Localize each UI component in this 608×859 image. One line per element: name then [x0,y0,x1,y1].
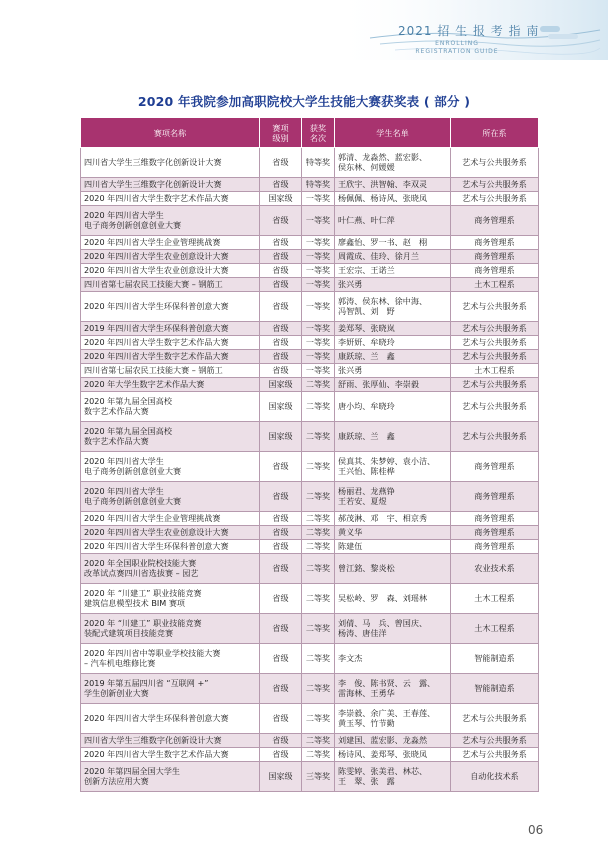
table-row [81,512,539,526]
table-row [81,364,539,378]
cell-competition-name: 2020 年四川省大学生 电子商务创新创意创业大赛 [81,482,260,512]
cell-rank: 二等奖 [302,704,335,734]
cell-students: 舒雨、张厚仙、李崇毅 [335,378,451,392]
table-row [81,554,539,584]
cell-competition-name: 2020 年全国职业院校技能大赛 改革试点赛四川省选拔赛 – 园艺 [81,554,260,584]
table-row [81,614,539,644]
col-header-students: 学生名单 [335,118,451,148]
cell-department: 艺术与公共服务系 [451,322,539,336]
table-row [81,644,539,674]
cell-rank: 二等奖 [302,554,335,584]
table-row [81,350,539,364]
cell-rank: 一等奖 [302,236,335,250]
cell-level: 国家级 [260,378,302,392]
cell-students: 陈雯婷、张美君、林芯、 王 翠、张 露 [335,762,451,792]
col-header-rank: 获奖 名次 [302,118,335,148]
cell-department: 土木工程系 [451,364,539,378]
cell-department: 智能制造系 [451,674,539,704]
header-title: 2021 招 生 报 考 指 南 [398,24,540,38]
cell-department: 商务管理系 [451,236,539,250]
table-row [81,748,539,762]
cell-department: 艺术与公共服务系 [451,292,539,322]
cell-competition-name: 2020 年四川省大学生 电子商务创新创意创业大赛 [81,452,260,482]
cell-competition-name: 2020 年四川省大学生 电子商务创新创意创业大赛 [81,206,260,236]
cell-students: 王宏宗、王诺兰 [335,264,451,278]
cell-students: 郭涛、侯东林、徐中海、 冯智凯、刘 野 [335,292,451,322]
cell-department: 艺术与公共服务系 [451,178,539,192]
header-subtitle [412,40,502,56]
cell-level: 国家级 [260,422,302,452]
cell-students: 刘倩、马 兵、曾国庆、 杨涛、唐佳洋 [335,614,451,644]
cell-students: 侯真其、朱梦婷、袁小洁、 王兴怡、陈桂桦 [335,452,451,482]
cell-competition-name: 2020 年 “川建工” 职业技能竞赛 建筑信息模型技术 BIM 赛项 [81,584,260,614]
cell-department: 商务管理系 [451,250,539,264]
cell-competition-name: 2020 年 “川建工” 职业技能竞赛 装配式建筑项目技能竞赛 [81,614,260,644]
cell-level: 省级 [260,540,302,554]
cell-department: 艺术与公共服务系 [451,392,539,422]
cell-competition-name: 2020 年四川省大学生数字艺术作品大赛 [81,336,260,350]
page-title: 2020 年我院参加高职院校大学生技能大赛获奖表 ( 部分 ) [137,94,471,109]
cell-level: 省级 [260,452,302,482]
cell-department: 智能制造系 [451,644,539,674]
cell-department: 商务管理系 [451,540,539,554]
cell-students: 李妍妍、牟晓玲 [335,336,451,350]
cell-department: 艺术与公共服务系 [451,422,539,452]
cell-level: 省级 [260,236,302,250]
table-row [81,452,539,482]
cell-rank: 二等奖 [302,392,335,422]
cell-students: 杨诗风、姜郑琴、张晓凤 [335,748,451,762]
cell-rank: 二等奖 [302,734,335,748]
cell-department: 艺术与公共服务系 [451,192,539,206]
cell-rank: 二等奖 [302,452,335,482]
table-row [81,148,539,178]
table-row [81,178,539,192]
table-row [81,336,539,350]
cell-level: 省级 [260,584,302,614]
cell-level: 省级 [260,364,302,378]
cell-rank: 二等奖 [302,748,335,762]
cell-rank: 二等奖 [302,378,335,392]
cell-level: 省级 [260,704,302,734]
cell-rank: 二等奖 [302,644,335,674]
cell-level: 省级 [260,322,302,336]
cell-students: 吴松岭、罗 森、刘瑶林 [335,584,451,614]
table-row [81,674,539,704]
cell-students: 姜郑琴、张晓岚 [335,322,451,336]
cell-rank: 二等奖 [302,512,335,526]
cell-students: 陈建伍 [335,540,451,554]
col-header-level: 赛项 级别 [260,118,302,148]
cell-level: 国家级 [260,192,302,206]
cell-level: 省级 [260,674,302,704]
table-row [81,526,539,540]
cell-rank: 二等奖 [302,482,335,512]
table-row [81,278,539,292]
col-header-department: 所在系 [451,118,539,148]
cell-level: 省级 [260,482,302,512]
cell-level: 省级 [260,264,302,278]
cell-students: 唐小均、牟晓玲 [335,392,451,422]
table-row [81,292,539,322]
cell-department: 土木工程系 [451,584,539,614]
cell-rank: 特等奖 [302,178,335,192]
table-row [81,236,539,250]
cell-students: 杨佩佩、杨诗风、张晓凤 [335,192,451,206]
table-row [81,422,539,452]
cell-department: 艺术与公共服务系 [451,148,539,178]
cell-competition-name: 2020 年第九届全国高校 数字艺术作品大赛 [81,392,260,422]
cell-students: 张兴勇 [335,278,451,292]
cell-rank: 二等奖 [302,674,335,704]
cell-department: 农业技术系 [451,554,539,584]
cell-students: 廖鑫怡、罗一书、赵 栩 [335,236,451,250]
cell-department: 艺术与公共服务系 [451,734,539,748]
cell-competition-name: 2020 年四川省大学生企业管理挑战赛 [81,236,260,250]
cell-competition-name: 2019 年四川省大学生环保科普创意大赛 [81,322,260,336]
cell-students: 康跃琼、兰 鑫 [335,422,451,452]
table-row [81,264,539,278]
cell-rank: 二等奖 [302,584,335,614]
cell-students: 周霞成、佳玲、徐月兰 [335,250,451,264]
cell-level: 省级 [260,512,302,526]
cell-competition-name: 2020 年四川省大学生环保科普创意大赛 [81,292,260,322]
cell-level: 省级 [260,614,302,644]
cell-students: 李文杰 [335,644,451,674]
cell-competition-name: 四川省大学生三维数字化创新设计大赛 [81,148,260,178]
cell-department: 自动化技术系 [451,762,539,792]
cell-students: 黄义华 [335,526,451,540]
table-row [81,392,539,422]
table-row [81,192,539,206]
cell-level: 省级 [260,178,302,192]
cell-rank: 一等奖 [302,206,335,236]
table-row [81,584,539,614]
cell-competition-name: 2020 年四川省大学生数字艺术作品大赛 [81,748,260,762]
cell-students: 曾江銘、黎炎松 [335,554,451,584]
cell-level: 省级 [260,148,302,178]
cell-level: 省级 [260,278,302,292]
cell-students: 刘建国、蓝宏影、龙淼然 [335,734,451,748]
cell-competition-name: 2020 年四川省大学生农业创意设计大赛 [81,526,260,540]
cell-competition-name: 2020 年四川省大学生环保科普创意大赛 [81,540,260,554]
cell-level: 省级 [260,748,302,762]
table-row [81,762,539,792]
table-row [81,206,539,236]
table-header-row [81,118,539,148]
cell-rank: 二等奖 [302,540,335,554]
cell-students: 郭清、龙淼然、蓝宏影、 侯东林、何媛媛 [335,148,451,178]
cell-rank: 一等奖 [302,292,335,322]
cell-competition-name: 四川省第七届农民工技能大赛 – 钢筋工 [81,364,260,378]
cell-rank: 一等奖 [302,350,335,364]
cell-competition-name: 2019 年第五届四川省 “互联网 +” 学生创新创业大赛 [81,674,260,704]
table-row [81,540,539,554]
cell-level: 国家级 [260,762,302,792]
cell-competition-name: 2020 年四川省大学生农业创意设计大赛 [81,264,260,278]
cell-rank: 特等奖 [302,148,335,178]
cell-competition-name: 2020 年第四届全国大学生 创新方法应用大赛 [81,762,260,792]
cell-students: 张兴勇 [335,364,451,378]
cell-level: 省级 [260,734,302,748]
cell-competition-name: 2020 年四川省大学生环保科普创意大赛 [81,704,260,734]
cell-level: 省级 [260,250,302,264]
cell-level: 国家级 [260,392,302,422]
table-row [81,250,539,264]
cell-department: 艺术与公共服务系 [451,378,539,392]
cell-level: 省级 [260,644,302,674]
table-body [81,148,539,792]
table-row [81,704,539,734]
cell-rank: 一等奖 [302,264,335,278]
cell-competition-name: 四川省大学生三维数字化创新设计大赛 [81,734,260,748]
cell-students: 郝茂淋、邓 宇、相京秀 [335,512,451,526]
cell-rank: 一等奖 [302,322,335,336]
cell-level: 省级 [260,336,302,350]
cell-rank: 二等奖 [302,422,335,452]
cell-department: 艺术与公共服务系 [451,350,539,364]
cell-level: 省级 [260,206,302,236]
cell-competition-name: 2020 年第九届全国高校 数字艺术作品大赛 [81,422,260,452]
cell-students: 李 俊、陈书贤、云 露、 雷海林、王勇华 [335,674,451,704]
cell-competition-name: 2020 年四川省中等职业学校技能大赛 – 汽车机电维修比赛 [81,644,260,674]
cell-rank: 二等奖 [302,614,335,644]
cell-rank: 一等奖 [302,250,335,264]
cell-department: 商务管理系 [451,512,539,526]
cell-competition-name: 2020 年大学生数字艺术作品大赛 [81,378,260,392]
cell-competition-name: 四川省大学生三维数字化创新设计大赛 [81,178,260,192]
cell-rank: 一等奖 [302,364,335,378]
cell-department: 商务管理系 [451,264,539,278]
table-row [81,322,539,336]
cell-students: 康跃琼、兰 鑫 [335,350,451,364]
cell-department: 土木工程系 [451,278,539,292]
cell-level: 省级 [260,526,302,540]
cell-rank: 一等奖 [302,278,335,292]
cell-department: 商务管理系 [451,482,539,512]
cell-department: 艺术与公共服务系 [451,336,539,350]
cell-students: 李崇毅、余广美、王春莲、 黄玉琴、竹节勤 [335,704,451,734]
cell-competition-name: 2020 年四川省大学生企业管理挑战赛 [81,512,260,526]
awards-table [80,117,539,792]
cell-department: 商务管理系 [451,452,539,482]
cell-competition-name: 2020 年四川省大学生数字艺术作品大赛 [81,350,260,364]
cell-rank: 三等奖 [302,762,335,792]
table-row [81,734,539,748]
cell-competition-name: 2020 年四川省大学生农业创意设计大赛 [81,250,260,264]
cell-students: 叶仁燕、叶仁萍 [335,206,451,236]
cell-department: 商务管理系 [451,206,539,236]
cell-rank: 二等奖 [302,526,335,540]
cell-students: 杨丽君、龙燕铮 王若安、夏煜 [335,482,451,512]
table-row [81,482,539,512]
cell-students: 王欣宇、洪智翰、李双灵 [335,178,451,192]
cell-rank: 一等奖 [302,192,335,206]
cell-department: 土木工程系 [451,614,539,644]
cell-department: 艺术与公共服务系 [451,704,539,734]
header-subtitle-line1: ENROLLING [435,40,479,47]
page-number: 06 [528,823,544,837]
table-row [81,378,539,392]
cell-department: 商务管理系 [451,526,539,540]
cell-rank: 一等奖 [302,336,335,350]
col-header-competition: 赛项名称 [81,118,260,148]
cell-department: 艺术与公共服务系 [451,748,539,762]
header-subtitle-line2: REGISTRATION GUIDE [415,48,499,55]
cell-competition-name: 2020 年四川省大学生数字艺术作品大赛 [81,192,260,206]
cell-competition-name: 四川省第七届农民工技能大赛 – 钢筋工 [81,278,260,292]
cell-level: 省级 [260,350,302,364]
cell-level: 省级 [260,292,302,322]
cell-level: 省级 [260,554,302,584]
